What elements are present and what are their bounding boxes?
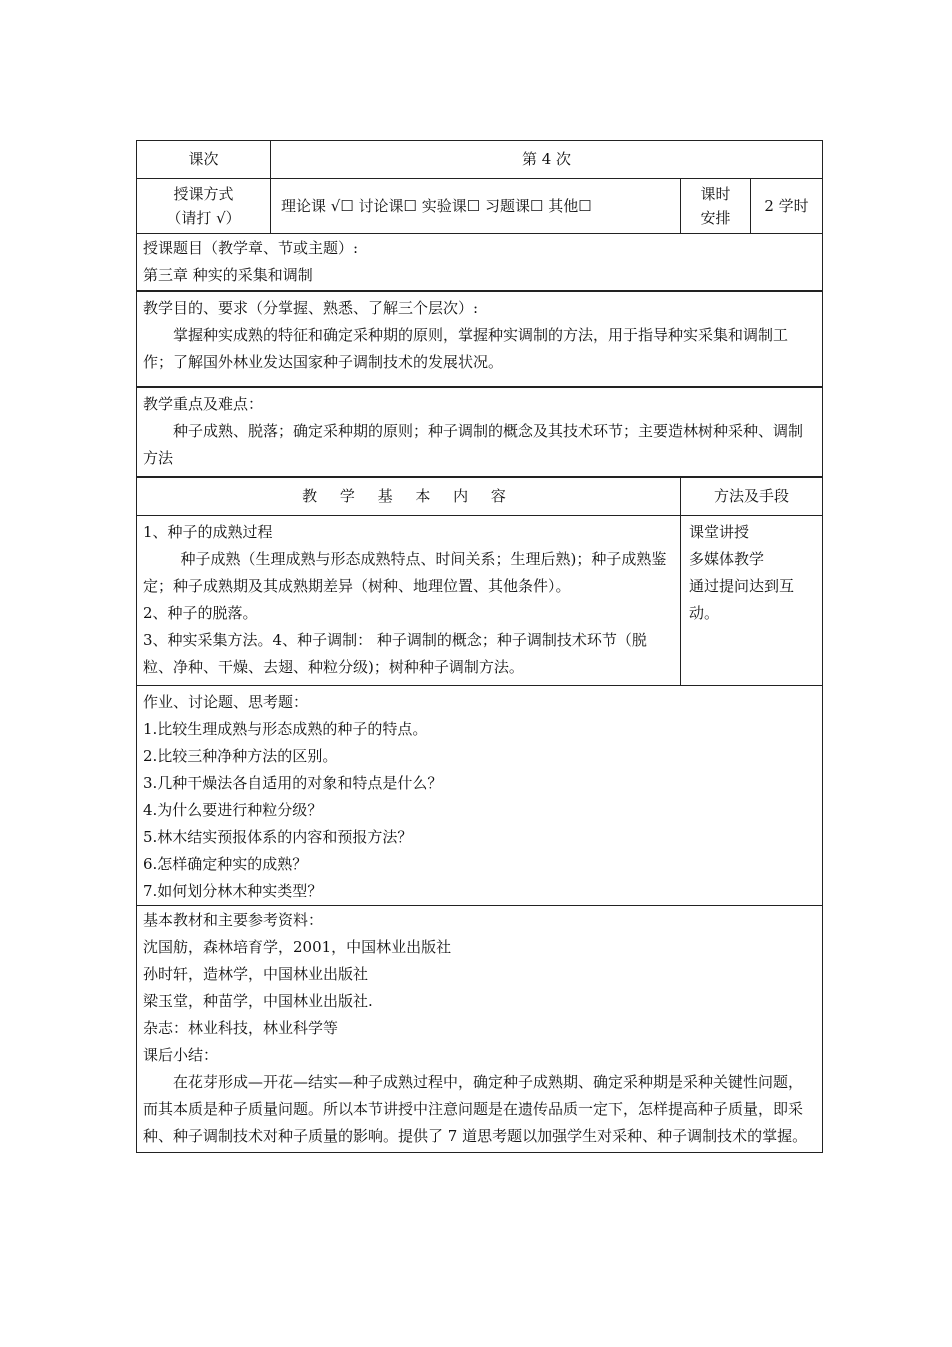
content-line-3: 2、种子的脱落。	[143, 603, 258, 622]
references-cell	[137, 905, 823, 1152]
reference-item: 沈国舫，森林培育学，2001，中国林业出版社	[143, 937, 452, 956]
objectives-text: 掌握种实成熟的特征和确定采种期的原则，掌握种实调制的方法，用于指导种实采集和调制工作；了解国外林业发达国家种子调制技术的发展状况。	[143, 326, 789, 371]
topic-row	[137, 234, 823, 292]
homework-item: 6.怎样确定种实的成熟？	[143, 854, 308, 873]
key-points-label: 教学重点及难点：	[143, 395, 264, 413]
topic-value: 第三章 种实的采集和调制	[143, 266, 313, 284]
key-points-row	[137, 387, 823, 477]
objectives-cell	[137, 291, 823, 387]
summary-label: 课后小结：	[143, 1045, 219, 1064]
references-row	[137, 905, 823, 1152]
content-line-4: 3、种实采集方法。4、种子调制： 种子调制的概念；种子调制技术环节（脱粒、净种、干燥、去翅、种粒分级)；树种种子调制方法。	[143, 630, 647, 676]
topic-cell	[137, 234, 823, 292]
lesson-label: 课次	[137, 141, 271, 179]
reference-item: 杂志：林业科技，林业科学等	[143, 1018, 339, 1037]
content-header-right: 方法及手段	[681, 477, 823, 515]
method-item: 多媒体教学	[689, 549, 765, 568]
homework-item: 1.比较生理成熟与形态成熟的种子的特点。	[143, 719, 428, 738]
homework-item: 3.几种干燥法各自适用的对象和特点是什么？	[143, 773, 443, 792]
content-header-left: 教 学 基 本 内 容	[137, 477, 681, 515]
teaching-mode-options: 理论课 √☐ 讨论课☐ 实验课☐ 习题课☐ 其他☐	[271, 179, 681, 234]
method-item: 课堂讲授	[689, 522, 750, 541]
homework-item: 2.比较三种净种方法的区别。	[143, 746, 338, 765]
homework-row	[137, 685, 823, 905]
topic-label: 授课题目（教学章、节或主题）:	[143, 239, 359, 257]
reference-item: 梁玉堂，种苗学，中国林业出版社.	[143, 991, 373, 1010]
homework-item: 7.如何划分林木种实类型？	[143, 881, 323, 900]
teaching-mode-label-line2: （请打 √）	[166, 209, 241, 227]
hours-value: 2 学时	[751, 179, 823, 234]
hours-label	[681, 179, 751, 234]
references-label: 基本教材和主要参考资料：	[143, 910, 324, 929]
objectives-row	[137, 291, 823, 387]
content-header-row	[137, 477, 823, 515]
hours-label-line2: 安排	[700, 209, 731, 227]
lesson-row	[137, 141, 823, 179]
hours-label-line1: 课时	[700, 185, 731, 203]
key-points-text: 种子成熟、脱落；确定采种期的原则；种子调制的概念及其技术环节；主要造林树种采种、调制方法	[143, 422, 804, 467]
lesson-value: 第 4 次	[271, 141, 823, 179]
homework-label: 作业、讨论题、思考题：	[143, 692, 309, 711]
content-row	[137, 515, 823, 685]
homework-item: 4.为什么要进行种粒分级？	[143, 800, 323, 819]
teaching-mode-row	[137, 179, 823, 234]
teaching-mode-label-line1: 授课方式	[173, 185, 234, 203]
lesson-plan-table	[136, 140, 823, 1153]
teaching-mode-label	[137, 179, 271, 234]
summary-text: 在花芽形成—开花—结实—种子成熟过程中，确定种子成熟期、确定采种期是采种关键性问题，而其本质是种子质量问题。所以本节讲授中注意问题是在遗传品质一定下，怎样提高种子质量，即采种、种子调制技术对种子质量的影响。提供了 7 道思考题以加强学生对采种、种子调制技术的掌握。	[143, 1072, 808, 1145]
content-line-2: 种子成熟（生理成熟与形态成熟特点、时间关系；生理后熟)；种子成熟鉴定；种子成熟期及其成熟期差异（树种、地理位置、其他条件）。	[143, 549, 667, 595]
lesson-plan-document	[136, 140, 822, 1153]
content-cell	[137, 515, 681, 685]
key-points-cell	[137, 387, 823, 477]
homework-item: 5.林木结实预报体系的内容和预报方法？	[143, 827, 413, 846]
reference-item: 孙时轩，造林学，中国林业出版社	[143, 964, 369, 983]
methods-cell	[681, 515, 823, 685]
content-line-1: 1、种子的成熟过程	[143, 522, 273, 541]
objectives-label: 教学目的、要求（分掌握、熟悉、了解三个层次）:	[143, 299, 479, 317]
homework-cell	[137, 685, 823, 905]
method-item: 通过提问达到互动。	[689, 576, 795, 622]
